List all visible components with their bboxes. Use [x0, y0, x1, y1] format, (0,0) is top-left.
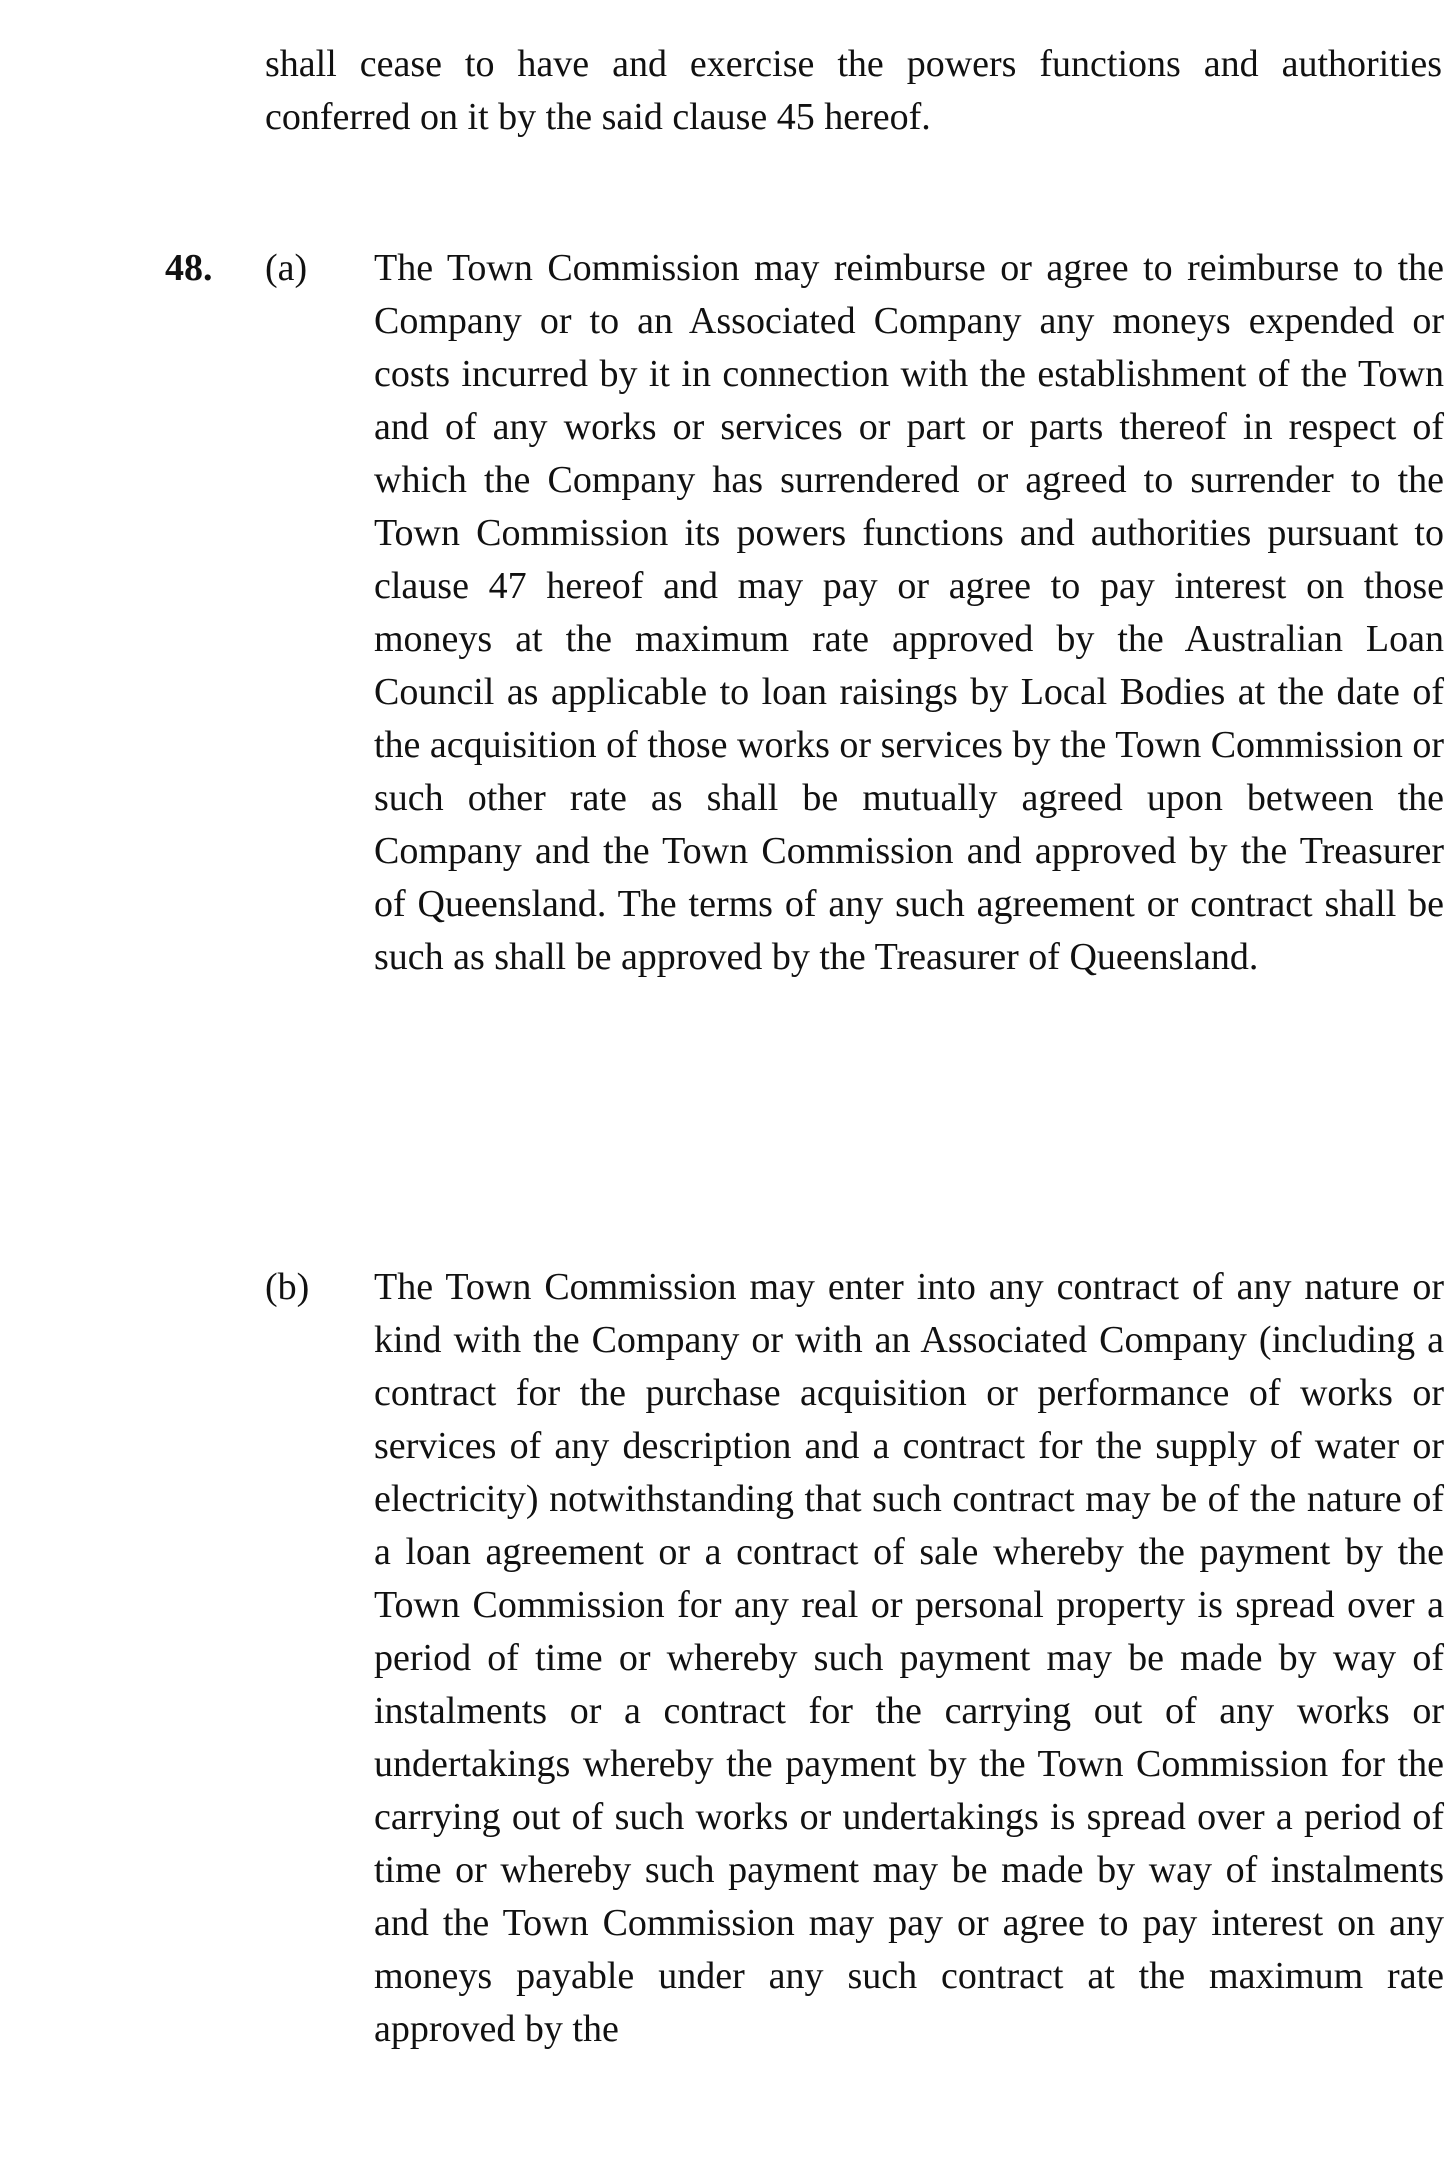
continuation-paragraph: shall cease to have and exercise the powers functions and authorities conferred on it by the said clause 45 hereof. — [265, 43, 1442, 138]
clause-item-text-a: The Town Commission may reimburse or agree to reimburse to the Company or to an Associated Company any moneys expended or costs incurred by it in connection with the establishment of the Town and of any works or services or part or parts thereof in respect of which the Company has surrendered or agreed to surrender to the Town Commission its powers functions and authorities pursuant to clause 47 hereof and may pay or agree to pay interest on those moneys at the maximum rate approved by the Australian Loan Council as applicable to loan raisings by Local Bodies at the date of the acquisition of those works or services by the Town Commission or such other rate as shall be mutually agreed upon between the Company and the Town Commission and approved by the Treasurer of Queensland. The terms of any such agreement or contract shall be such as shall be approved by the Treasurer of Queensland. — [374, 247, 1445, 978]
clause-item-text-b: The Town Commission may enter into any contract of any nature or kind with the Company or with an Associated Company (including a contract for the purchase acquisition or performance of works or services of any description and a contract for the supply of water or electricity) notwithstanding that such contract may be of the nature of a loan agreement or a contract of sale whereby the payment by the Town Commission for any real or personal property is spread over a period of time or whereby such payment may be made by way of instalments or a contract for the carrying out of any works or undertakings whereby the payment by the Town Commission for the carrying out of such works or undertakings is spread over a period of time or whereby such payment may be made by way of instalments and the Town Commission may pay or agree to pay interest on any moneys payable under any such contract at the maximum rate approved by the — [374, 1266, 1444, 2050]
clause-item-label-b: (b) — [265, 1266, 310, 1308]
clause-item-label-a: (a) — [265, 247, 308, 289]
clause-number: 48. — [165, 247, 213, 289]
